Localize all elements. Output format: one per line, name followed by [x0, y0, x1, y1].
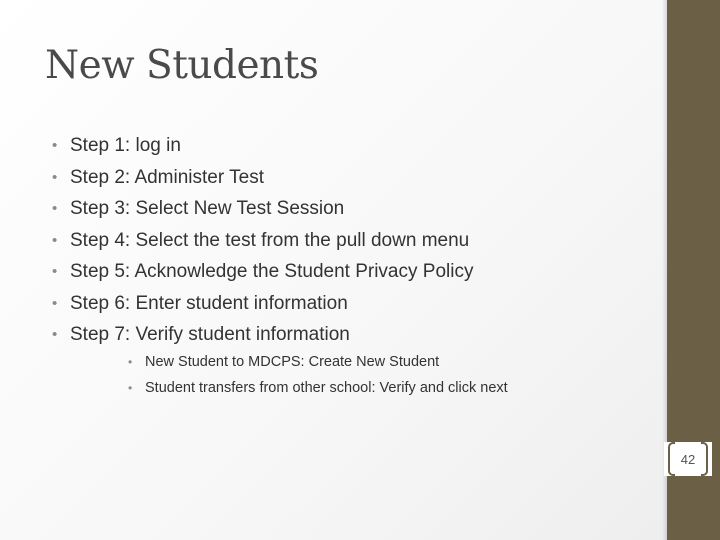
bullet-icon: • [52, 168, 58, 186]
step-text: Step 4: Select the test from the pull down menu [70, 229, 470, 251]
bullet-icon: • [52, 137, 58, 154]
list-item [52, 225, 473, 257]
page-number-badge [664, 442, 712, 476]
list-item [52, 193, 473, 225]
list-item [52, 162, 473, 194]
bullet-icon: • [52, 294, 58, 312]
bullet-icon: • [52, 200, 58, 217]
sub-step-text: Student transfers from other school: Verify and click next [145, 379, 508, 396]
list-item [128, 376, 508, 402]
bullet-icon: • [128, 355, 133, 369]
list-item [52, 288, 473, 320]
step-text: Step 6: Enter student information [70, 292, 348, 314]
slide-title: New Students [45, 43, 319, 88]
sub-step-list [128, 350, 508, 401]
bullet-icon: • [52, 231, 58, 249]
step-text: Step 2: Administer Test [70, 166, 264, 188]
step-text: Step 3: Select New Test Session [70, 198, 345, 219]
page-number: 42 [680, 451, 696, 467]
bracket-right-icon [701, 442, 708, 476]
step-text: Step 1: log in [70, 135, 181, 156]
step-text: Step 7: Verify student information [70, 324, 350, 345]
list-item [52, 130, 473, 162]
bullet-icon: • [52, 326, 58, 343]
bullet-icon: • [52, 263, 58, 280]
sub-step-text: New Student to MDCPS: Create New Student [145, 354, 440, 370]
step-list [52, 130, 473, 351]
step-text: Step 5: Acknowledge the Student Privacy Policy [70, 261, 474, 282]
list-item [52, 319, 473, 351]
list-item [52, 256, 473, 288]
bullet-icon: • [128, 380, 133, 395]
bracket-left-icon [668, 442, 675, 476]
list-item [128, 350, 508, 376]
